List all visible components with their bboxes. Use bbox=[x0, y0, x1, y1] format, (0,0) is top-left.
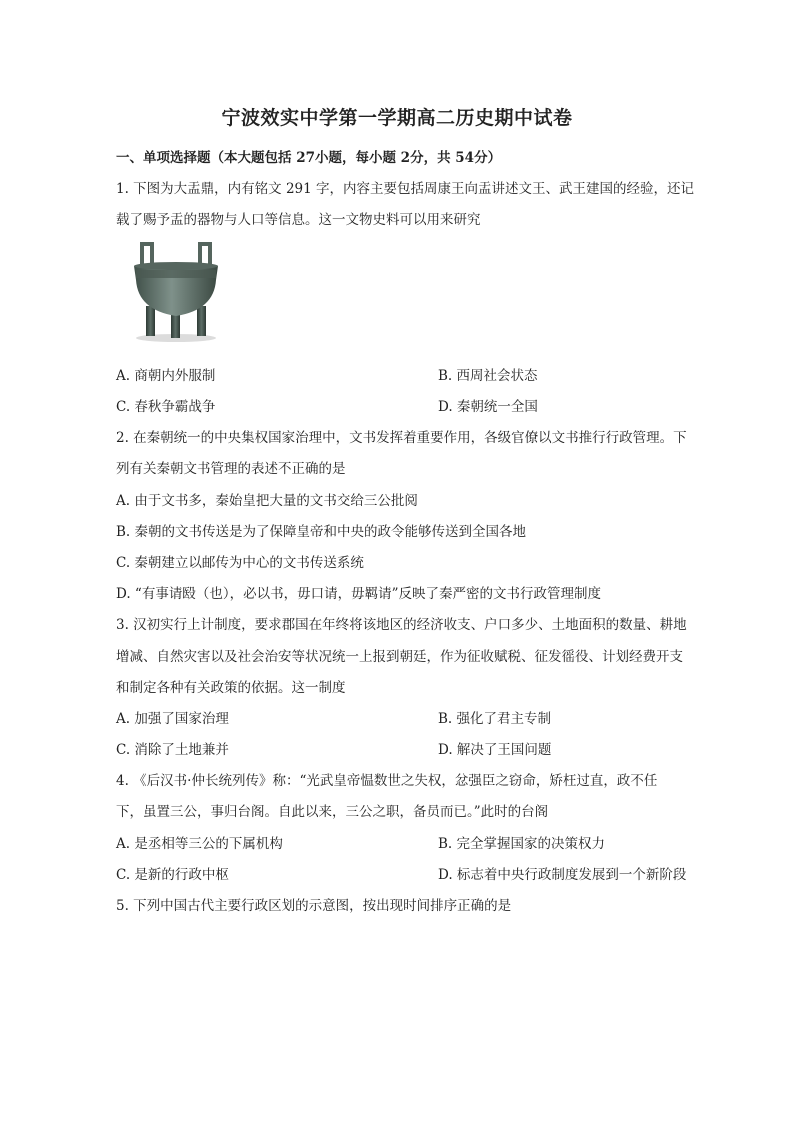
question-3-line-2: 增减、自然灾害以及社会治安等状况统一上报到朝廷，作为征收赋税、征发徭役、计划经费开支 bbox=[116, 649, 683, 665]
question-1-option-b: B. 西周社会状态 bbox=[438, 368, 538, 384]
question-4-line-1: 4. 《后汉书·仲长统列传》称：“光武皇帝愠数世之失权，忿强臣之窃命，矫枉过直，政不任 bbox=[116, 773, 658, 789]
question-2-option-b: B. 秦朝的文书传送是为了保障皇帝和中央的政令能够传送到全国各地 bbox=[116, 524, 527, 540]
question-3-option-b: B. 强化了君主专制 bbox=[438, 711, 552, 727]
question-3-line-1: 3. 汉初实行上计制度，要求郡国在年终将该地区的经济收支、户口多少、土地面积的数量、耕地 bbox=[116, 617, 687, 633]
question-1-option-c: C. 春秋争霸战争 bbox=[116, 399, 216, 415]
question-4-option-d: D. 标志着中央行政制度发展到一个新阶段 bbox=[438, 867, 687, 883]
question-4-line-2: 下，虽置三公，事归台阁。自此以来，三公之职，备员而已。”此时的台阁 bbox=[116, 804, 549, 820]
question-2-option-d: D. “有事请殹（也），必以书，毋口请，毋羁请”反映了秦严密的文书行政管理制度 bbox=[116, 586, 601, 602]
question-2-option-a: A. 由于文书多，秦始皇把大量的文书交给三公批阅 bbox=[116, 493, 418, 509]
question-1-line-2: 载了赐予盂的器物与人口等信息。这一文物史料可以用来研究 bbox=[116, 212, 481, 228]
question-3-line-3: 和制定各种有关政策的依据。这一制度 bbox=[116, 680, 346, 696]
question-4-option-a: A. 是丞相等三公的下属机构 bbox=[116, 836, 283, 852]
question-1-line-1: 1. 下图为大盂鼎，内有铭文 291 字，内容主要包括周康王向盂讲述文王、武王建国的经验，还记 bbox=[116, 181, 695, 197]
bronze-ding-image bbox=[130, 240, 222, 344]
question-3-option-c: C. 消除了土地兼并 bbox=[116, 742, 229, 758]
section-heading: 一、单项选择题（本大题包括 27小题，每小题 2分，共 54分） bbox=[116, 150, 502, 166]
exam-title: 宁波效实中学第一学期高二历史期中试卷 bbox=[221, 107, 573, 129]
question-2-line-2: 列有关秦朝文书管理的表述不正确的是 bbox=[116, 461, 346, 477]
question-4-option-c: C. 是新的行政中枢 bbox=[116, 867, 229, 883]
question-3-option-a: A. 加强了国家治理 bbox=[116, 711, 229, 727]
question-2-line-1: 2. 在秦朝统一的中央集权国家治理中，文书发挥着重要作用，各级官僚以文书推行行政管理。下 bbox=[116, 430, 687, 446]
question-5-line-1: 5. 下列中国古代主要行政区划的示意图，按出现时间排序正确的是 bbox=[116, 898, 512, 914]
question-4-option-b: B. 完全掌握国家的决策权力 bbox=[438, 836, 606, 852]
question-3-option-d: D. 解决了王国问题 bbox=[438, 742, 552, 758]
question-1-option-a: A. 商朝内外服制 bbox=[116, 368, 216, 384]
question-2-option-c: C. 秦朝建立以邮传为中心的文书传送系统 bbox=[116, 555, 364, 571]
question-1-option-d: D. 秦朝统一全国 bbox=[438, 399, 538, 415]
